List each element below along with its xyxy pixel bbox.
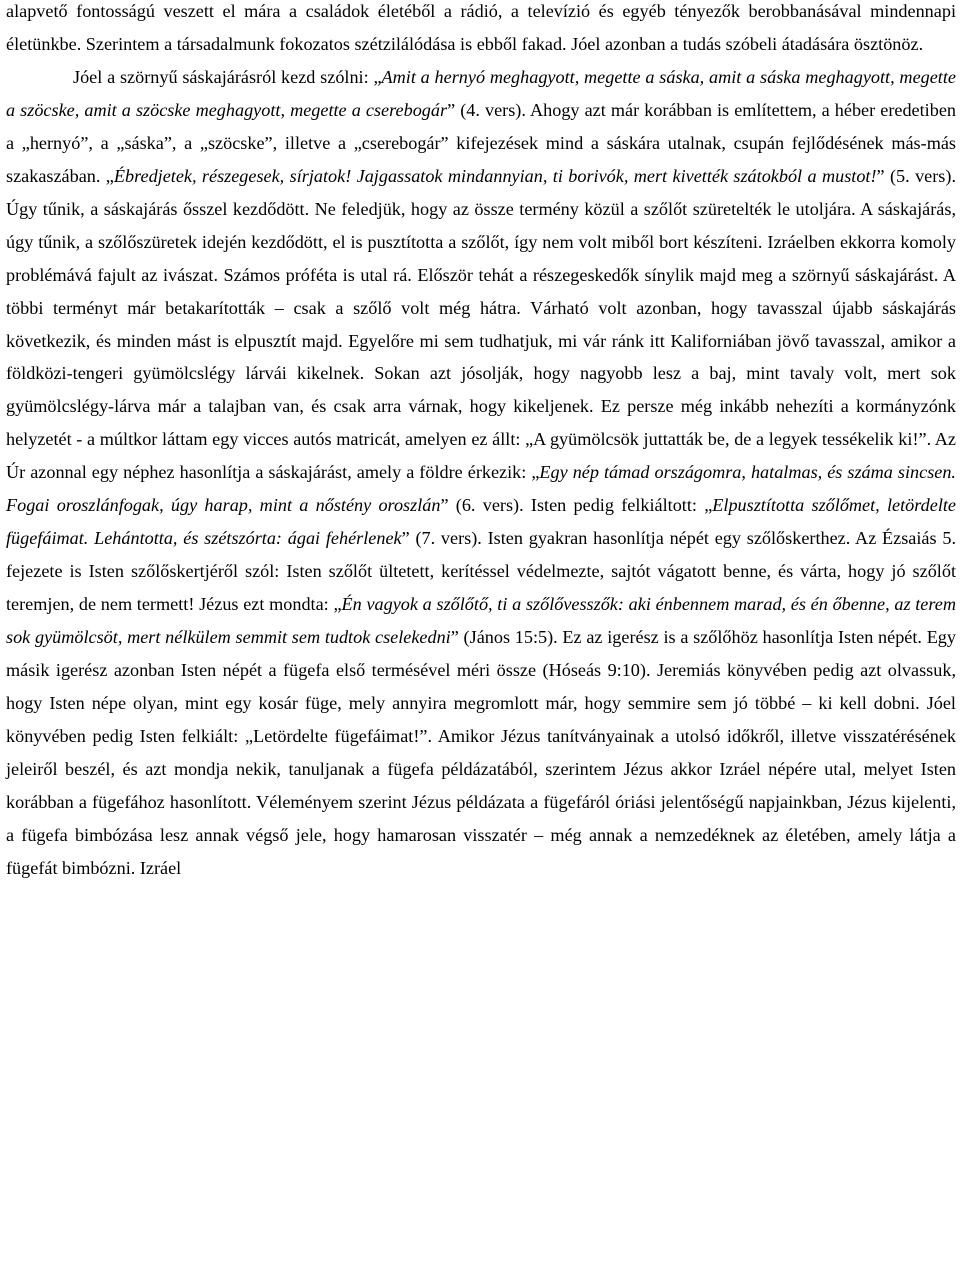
bible-quote: Elpusztította szőlőmet, letördelte fügefáimat. Lehántotta, és szétszórta: ágai fehérlenek	[6, 495, 956, 549]
text-run: ” (János 15:5). Ez az igerész is a szőlőhöz hasonlítja Isten népét. Egy másik igerész azonban Isten népét a fügefa első termésével méri össze (Hóseás 9:10). Jeremiás könyvében pedig azt olvassuk, hogy Isten népe olyan, mint egy kosár füge, mely annyira megromlott már, hogy semmire sem jó többé – ki kell dobni. Jóel könyvében pedig Isten felkiált: „Letördelte fügefáimat!”. Amikor Jézus tanítványainak a utolsó időkről, illetve visszatérésének jeleiről beszél, és azt mondja nekik, tanuljanak a fügefa példázatából, szerintem Jézus akkor Izráel népére utal, melyet Isten korábban a fügefához hasonlított. Véleményem szerint Jézus példázata a fügefáról óriási jelentőségű napjainkban, Jézus kijelenti, a fügefa bimbózása lesz annak végső jele, hogy hamarosan visszatér – még annak a nemzedéknek az életében, amely látja a fügefát bimbózni. Izráel	[6, 627, 956, 878]
bible-quote: Ébredjetek, részegesek, sírjatok! Jajgassatok mindannyian, ti borivók, mert kivették szátokból a mustot!	[113, 165, 877, 186]
paragraph-2	[6, 61, 956, 885]
text-run: ” (4. vers). Ahogy azt már korábban is említettem, a héber eredetiben a „hernyó”, a „sáska”, a „szöcske”, illetve a „cserebogár” kifejezések mind a sáskára utalnak, csupán fejlődésének más-más szakaszában. „	[6, 99, 956, 186]
bible-quote: Én vagyok a szőlőtő, ti a szőlővesszők: aki énbennem marad, és én őbenne, az terem sok gyümölcsöt, mert nélkülem semmit sem tudtok cselekedni	[6, 594, 956, 648]
bible-quote: Amit a hernyó meghagyott, megette a sáska, amit a sáska meghagyott, megette a szöcske, amit a szöcske meghagyott, megette a cserebogár	[6, 66, 956, 120]
text-run: ” (7. vers). Isten gyakran hasonlítja népét egy szőlőskerthez. Az Ézsaiás 5. fejezete is Isten szőlőskertjéről szól: Isten szőlőt ültetett, kerítéssel védelmezte, sajtót vágatott benne, és várta, hogy jó szőlőt teremjen, de nem termett! Jézus ezt mondta: „	[6, 528, 956, 615]
document-page	[6, 0, 956, 885]
text-run: ” (6. vers). Isten pedig felkiáltott: „	[440, 495, 713, 516]
bible-quote: Egy nép támad országomra, hatalmas, és száma sincsen. Fogai oroszlánfogak, úgy harap, mint a nőstény oroszlán	[6, 462, 956, 516]
text-run: Jóel a szörnyű sáskajárásról kezd szólni: „	[73, 66, 382, 87]
paragraph-1-text: alapvető fontosságú veszett el mára a családok életéből a rádió, a televízió és egyéb tényezők berobbanásával mindennapi életünkbe. Szerintem a társadalmunk fokozatos szétzilálódása is ebből fakad. Jóel azonban a tudás szóbeli átadására ösztönöz.	[6, 1, 956, 54]
text-run: ” (5. vers). Úgy tűnik, a sáskajárás ősszel kezdődött. Ne feledjük, hogy az össze termény közül a szőlőt szüretelték le utoljára. A sáskajárás, úgy tűnik, a szőlőszüretek idején kezdődött, el is pusztította a szőlőt, így nem volt miből bort készíteni. Izráelben ekkorra komoly problémává fajult az ivászat. Számos próféta is utal rá. Először tehát a részegeskedők sínylik majd meg a szörnyű sáskajárást. A többi terményt már betakarították – csak a szőlő volt még hátra. Várható volt azonban, hogy tavasszal újabb sáskajárás következik, és minden mást is elpusztít majd. Egyelőre mi sem tudhatjuk, mi vár ránk itt Kaliforniában jövő tavasszal, amikor a földközi-tengeri gyümölcslégy lárvái kikelnek. Sokan azt jósolják, hogy nagyobb lesz a baj, mint tavaly volt, mert sok gyümölcslégy-lárva már a talajban van, és csak arra várnak, hogy kikeljenek. Ez persze még inkább nehezíti a kormányzónk helyzetét - a múltkor láttam egy vicces autós matricát, amelyen ez állt: „A gyümölcsök juttatták be, de a legyek tessékelik ki!”. Az Úr azonnal egy néphez hasonlítja a sáskajárást, amely a földre érkezik: „	[6, 165, 956, 483]
paragraph-1	[6, 0, 956, 61]
